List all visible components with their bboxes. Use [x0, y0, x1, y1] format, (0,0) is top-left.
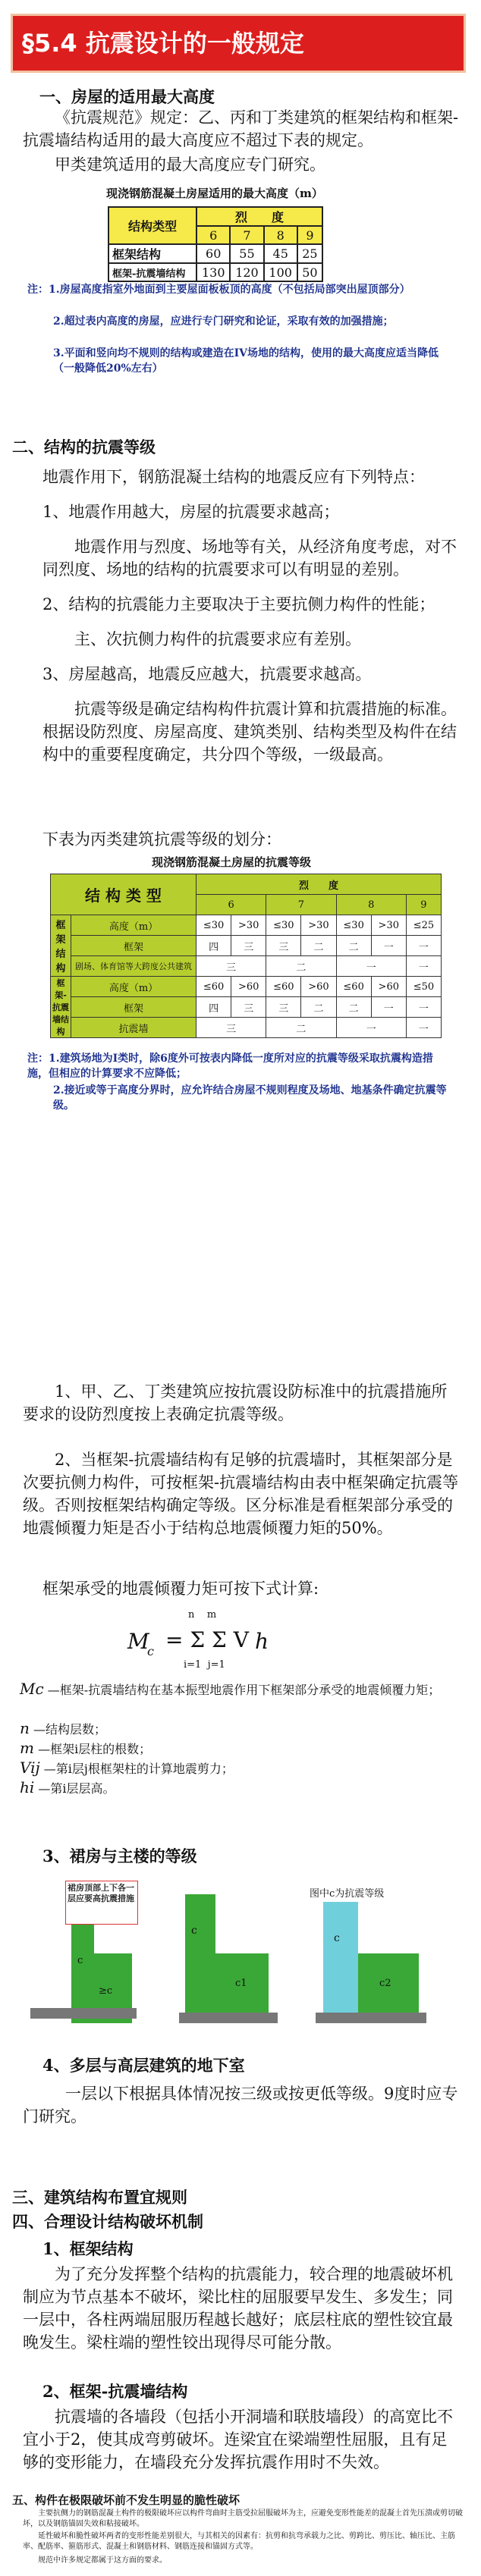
formula-sub: c: [147, 1644, 154, 1658]
legend-text: —框架i层柱的根数；: [38, 1742, 152, 1756]
tower-block: [185, 1894, 215, 2016]
table-cell: 框架: [71, 997, 196, 1018]
list-item: 2、结构的抗震能力主要取决于主要抗侧力构件的性能；: [42, 595, 435, 613]
note: 注：1.建筑场地为Ⅰ类时，除6度外可按表内降低一度所对应的抗震等级采取抗震构造措施，但相应的计算要求不应降低；: [27, 1053, 433, 1080]
table-cell: 抗震墙: [71, 1018, 196, 1038]
sub-heading: 2、框架-抗震墙结构: [42, 2382, 188, 2401]
sub-heading: 1、框架结构: [42, 2239, 134, 2258]
paragraph: 抗震墙的各墙段（包括小开洞墙和联肢墙段）的高宽比不宜小于2，使其成弯剪破坏。连梁宜在梁端塑性屈服，且有足够的变形能力，在墙段充分发挥抗震作用时不失效。: [23, 2408, 453, 2471]
diagram-label: c2: [379, 1978, 391, 1989]
table-cell: 高度（m）: [71, 915, 196, 936]
formula-bot: i=1 j=1: [184, 1659, 225, 1671]
legend-symbol: m: [20, 1739, 34, 1757]
legend-symbol: Vij: [20, 1759, 40, 1777]
table-cell: 120: [230, 263, 263, 281]
table-cell: 二: [266, 1018, 336, 1038]
table-cell: 一: [406, 1018, 441, 1038]
section-heading: 五、构件在极限破坏前不发生明显的脆性破坏: [12, 2493, 240, 2507]
paragraph: 下表为丙类建筑抗震等级的划分：: [42, 830, 281, 849]
table-cell: >30: [301, 915, 336, 936]
table-cell: ≤25: [406, 915, 441, 936]
table-cell: 8: [336, 895, 406, 915]
table-cell: >30: [231, 915, 266, 936]
table-cell: 高度（m）: [71, 977, 196, 997]
diagram-label: c: [334, 1932, 340, 1944]
table-cell: ≤60: [266, 977, 301, 997]
table-cell: 一: [406, 936, 441, 956]
list-item: 1、地震作用越大，房屋的抗震要求越高；: [42, 503, 340, 521]
section-heading: 四、合理设计结构破坏机制: [12, 2212, 203, 2231]
legend-item: [20, 1680, 460, 1699]
paragraph: 主要抗侧力的钢筋混凝土构件的极限破坏应以构件弯曲时主筋受拉屈服破坏为主，应避免变形性能差的混凝土首先压溃或剪切破坏，以及钢筋锚固失效和粘接破坏。: [23, 2509, 463, 2528]
table-cell: 二: [336, 997, 371, 1018]
table-cell: 9: [297, 226, 322, 244]
legend-symbol: hi: [20, 1778, 35, 1796]
table-row: [51, 1018, 442, 1038]
paragraph: 地震作用下，钢筋混凝土结构的地震反应有下列特点：: [42, 468, 425, 486]
table-cell: 框架-抗震墙结构: [108, 263, 196, 281]
table-cell: 框架结构: [51, 915, 71, 977]
table-cell: 50: [297, 263, 322, 281]
table-cell: 四: [196, 997, 231, 1018]
section-heading: 3、裙房与主楼的等级: [42, 1846, 197, 1865]
paragraph: 2、当框架-抗震墙结构有足够的抗震墙时，其框架部分是次要抗侧力构件，可按框架-抗震墙结构由表中框架确定抗震等级。否则按框架结构确定等级。区分标准是看框架部分承受的地震倾覆力矩是否小于结构总地震倾覆力矩的50%。: [23, 1451, 459, 1537]
table-cell: 二: [336, 936, 371, 956]
table-cell: >60: [231, 977, 266, 997]
table-row: [51, 915, 442, 936]
table-cell: 一: [371, 936, 406, 956]
tower-block: [323, 1902, 358, 2023]
legend-symbol: n: [20, 1719, 30, 1737]
table-cell: 一: [406, 997, 441, 1018]
table-cell: ≤30: [196, 915, 231, 936]
table-cell: 130: [196, 263, 230, 281]
table-header: 烈 度: [196, 874, 442, 895]
diagram-note: 图中c为抗震等级: [310, 1888, 385, 1900]
table-cell: >60: [301, 977, 336, 997]
table-header: 结构类型: [108, 207, 196, 244]
paragraph: 规范中许多规定都属于这方面的要求。: [38, 2556, 167, 2565]
table-cell: 7: [230, 226, 263, 244]
table-cell: 三: [266, 936, 301, 956]
table-header: 烈 度: [196, 207, 322, 226]
table-cell: 一: [406, 956, 441, 977]
ground: [316, 2013, 426, 2023]
note: 2.接近或等于高度分界时，应允许结合房屋不规则程度及场地、地基条件确定抗震等级。: [53, 1084, 447, 1112]
table-cell: 45: [264, 244, 297, 263]
paragraph: 主、次抗侧力构件的抗震要求应有差别。: [74, 630, 361, 648]
legend-item: [20, 1720, 460, 1738]
paragraph: 甲类建筑适用的最大高度应专门研究。: [55, 155, 325, 174]
section-heading: 一、房屋的适用最大高度: [39, 87, 215, 106]
diagram-label: c1: [235, 1978, 247, 1989]
note: 3.平面和竖向均不规则的结构或建造在IV场地的结构，使用的最大高度应适当降低（一般降低20%左右）: [53, 347, 439, 375]
table-row: [108, 263, 322, 281]
table-cell: 框架-抗震墙结构: [51, 977, 71, 1038]
table-cell: >30: [371, 915, 406, 936]
paragraph: 地震作用与烈度、场地等有关，从经济角度考虑，对不同烈度、场地的结构的抗震要求可以有明显的差别。: [42, 538, 457, 579]
table-cell: ≤60: [196, 977, 231, 997]
table-cell: 四: [196, 936, 231, 956]
legend-text: —第i层层高。: [38, 1781, 115, 1796]
formula-lhs: M: [127, 1629, 149, 1654]
table-row: [108, 244, 322, 263]
paragraph: 一层以下根据具体情况按三级或按更低等级。9度时应专门研究。: [23, 2085, 458, 2126]
podium-diagram: [23, 1879, 455, 2031]
table-caption: 现浇钢筋混凝土房屋的抗震等级: [152, 855, 312, 869]
table-row: [51, 956, 442, 977]
table-cell: 三: [231, 936, 266, 956]
paragraph: 抗震等级是确定结构构件抗震计算和抗震措施的标准。根据设防烈度、房屋高度、建筑类别、结构类型及构件在结构中的重要程度确定，共分四个等级，一级最高。: [42, 700, 457, 764]
table-cell: 框架结构: [108, 244, 196, 263]
paragraph: 《抗震规范》规定：乙、丙和丁类建筑的框架结构和框架-抗震墙结构适用的最大高度应不超过下表的规定。: [23, 108, 459, 149]
table-cell: 25: [297, 244, 322, 263]
max-height-table: [108, 206, 323, 282]
formula: [127, 1606, 347, 1674]
legend-text: —第i层j根框架柱的计算地震剪力；: [43, 1762, 234, 1776]
legend-item: [20, 1740, 460, 1758]
legend-symbol: Mc: [20, 1680, 44, 1698]
legend-text: —框架-抗震墙结构在基本振型地震作用下框架部分承受的地震倾覆力矩；: [47, 1683, 441, 1697]
section-heading: 三、建筑结构布置宜规则: [12, 2188, 187, 2207]
table-cell: 二: [266, 956, 336, 977]
table-row: [51, 977, 442, 997]
table-cell: >60: [371, 977, 406, 997]
table-cell: ≤50: [406, 977, 441, 997]
diagram-label: ≥c: [99, 1985, 113, 1997]
legend-item: [20, 1759, 460, 1777]
formula-rhs: = Σ Σ V: [165, 1627, 249, 1652]
paragraph: 延性破坏和脆性破坏两者的变形性能差别很大，与其相关的因素有：抗剪和抗弯承载力之比、剪跨比、剪压比、轴压比、主筋率、配筋率、箍筋形式、混凝土和钢筋材料、钢筋连接和锚固方式等。: [23, 2532, 455, 2551]
table-cell: 55: [230, 244, 263, 263]
table-cell: 100: [264, 263, 297, 281]
seismic-grade-table: [50, 874, 442, 1038]
table-cell: 剧场、体育馆等大跨度公共建筑: [71, 956, 196, 977]
list-item: 3、房屋越高，地震反应越大，抗震要求越高。: [42, 665, 372, 683]
paragraph: 1、甲、乙、丁类建筑应按抗震设防标准中的抗震措施所要求的设防烈度按上表确定抗震等级。: [23, 1382, 448, 1423]
ground: [179, 2013, 278, 2023]
table-cell: ≤60: [336, 977, 371, 997]
table-cell: 60: [196, 244, 230, 263]
ground: [30, 2008, 137, 2019]
table-cell: 三: [266, 997, 301, 1018]
legend-text: —结构层数；: [33, 1722, 106, 1737]
table-cell: 7: [266, 895, 336, 915]
legend-item: [20, 1779, 460, 1797]
formula-top: n m: [188, 1609, 217, 1621]
table-cell: 一: [336, 1018, 406, 1038]
diagram-label: c: [191, 1925, 197, 1937]
table-header: 结 构 类 型: [51, 874, 196, 915]
table-cell: 三: [196, 1018, 266, 1038]
table-cell: 6: [196, 895, 266, 915]
table-row: [51, 997, 442, 1018]
table-cell: 三: [196, 956, 266, 977]
paragraph: 为了充分发挥整个结构的抗震能力，较合理的地震破坏机制应为节点基本不破坏，梁比柱的屈服要早发生、多发生；同一层中，各柱两端屈服历程越长越好；底层柱底的塑性铰宜最晚发生。梁柱端的塑性铰出现得尽可能分散。: [23, 2265, 453, 2352]
table-cell: 框架: [71, 936, 196, 956]
diagram-label: c: [77, 1955, 83, 1966]
table-caption: 现浇钢筋混凝土房屋适用的最大高度（m）: [106, 187, 323, 200]
paragraph: 框架承受的地震倾覆力矩可按下式计算:: [42, 1580, 319, 1598]
table-cell: 8: [264, 226, 297, 244]
table-cell: 二: [301, 936, 336, 956]
table-cell: 9: [406, 895, 441, 915]
table-cell: ≤30: [266, 915, 301, 936]
note: 2.超过表内高度的房屋，应进行专门研究和论证，采取有效的加强措施；: [53, 315, 394, 328]
callout-note: 裙房顶部上下各一层应要高抗震措施: [65, 1881, 138, 1925]
table-row: [51, 936, 442, 956]
table-cell: 三: [231, 997, 266, 1018]
section-heading: 4、多层与高层建筑的地下室: [42, 2056, 245, 2075]
note: 注：1.房屋高度指室外地面到主要屋面板板顶的高度（不包括局部突出屋顶部分）: [27, 284, 410, 296]
table-cell: 一: [371, 997, 406, 1018]
table-cell: ≤30: [336, 915, 371, 936]
table-cell: 6: [196, 226, 230, 244]
section-heading: 二、结构的抗震等级: [12, 438, 156, 457]
page-title: §5.4 抗震设计的一般规定: [11, 14, 466, 73]
table-cell: 一: [336, 956, 406, 977]
formula-tail: h: [255, 1629, 269, 1654]
table-cell: 二: [301, 997, 336, 1018]
